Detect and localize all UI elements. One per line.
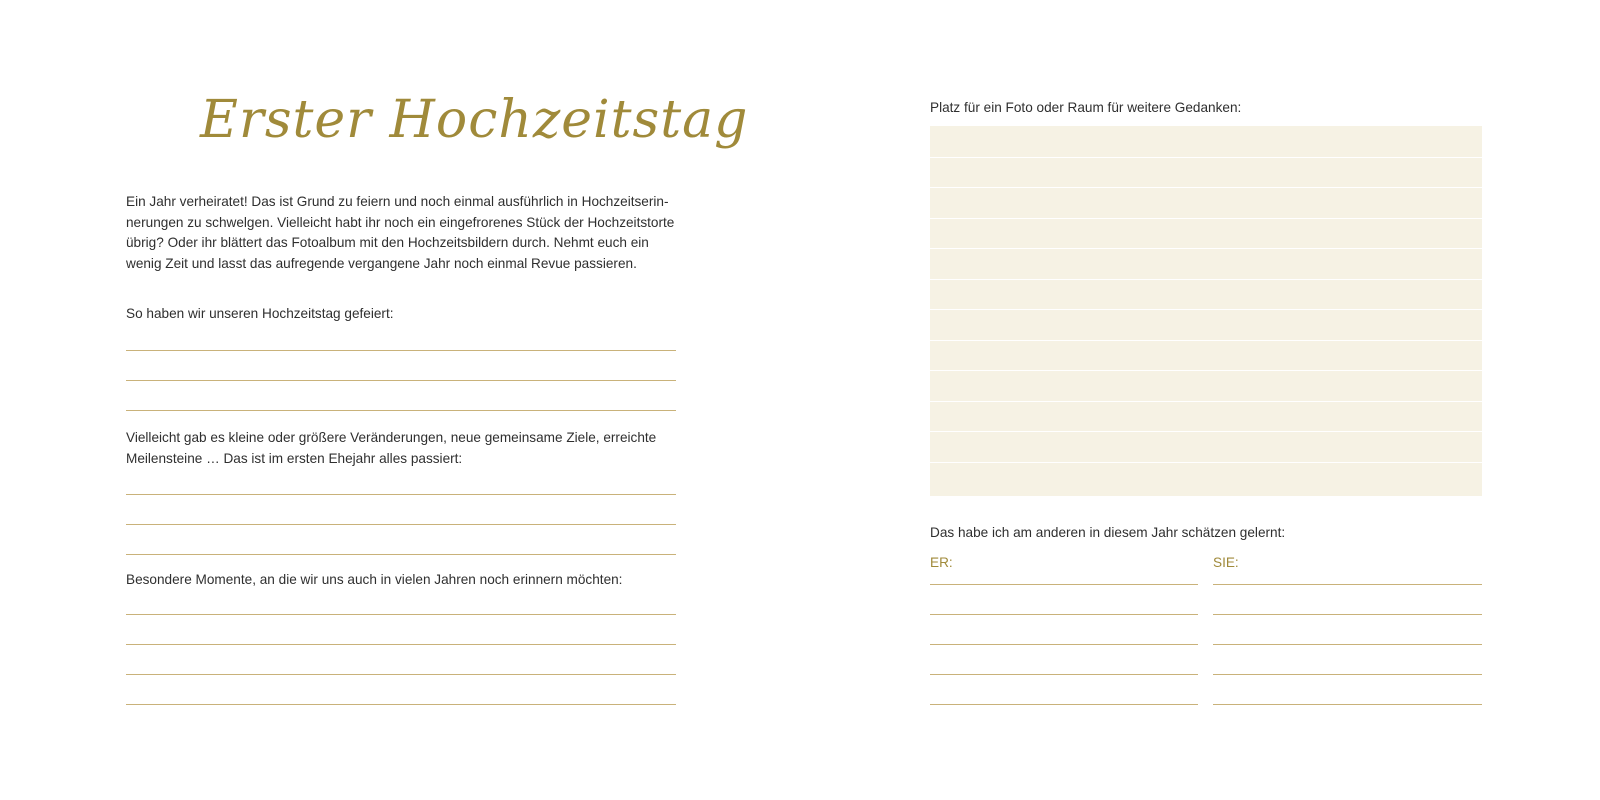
prompt-text: Vielleicht gab es kleine oder größere Veränderungen, neue gemeinsame Ziele, erreichte xyxy=(126,430,657,445)
sie-writing-line[interactable] xyxy=(1213,704,1482,705)
writing-line[interactable] xyxy=(126,674,676,675)
prompt-celebration xyxy=(126,304,686,325)
photo-box-line xyxy=(930,248,1482,249)
prompt-text: So haben wir unseren Hochzeitstag gefeiert: xyxy=(126,306,394,321)
sie-writing-line[interactable] xyxy=(1213,674,1482,675)
er-writing-line[interactable] xyxy=(930,674,1198,675)
sie-writing-line[interactable] xyxy=(1213,584,1482,585)
page-title: Erster Hochzeitstag xyxy=(200,90,749,150)
er-writing-line[interactable] xyxy=(930,614,1198,615)
writing-line[interactable] xyxy=(126,614,676,615)
sie-writing-line[interactable] xyxy=(1213,614,1482,615)
sie-label: SIE: xyxy=(1213,555,1239,570)
photo-label: Platz für ein Foto oder Raum für weitere Gedanken: xyxy=(930,100,1242,115)
photo-box-line xyxy=(930,431,1482,432)
er-writing-line[interactable] xyxy=(930,704,1198,705)
writing-line[interactable] xyxy=(126,410,676,411)
writing-line[interactable] xyxy=(126,554,676,555)
intro-line: wenig Zeit und lasst das aufregende vergangene Jahr noch einmal Revue passieren. xyxy=(126,255,637,271)
er-label: ER: xyxy=(930,555,953,570)
appreciate-label: Das habe ich am anderen in diesem Jahr schätzen gelernt: xyxy=(930,525,1286,540)
writing-line[interactable] xyxy=(126,494,676,495)
photo-box-line xyxy=(930,309,1482,310)
writing-line[interactable] xyxy=(126,524,676,525)
writing-line[interactable] xyxy=(126,350,676,351)
er-writing-line[interactable] xyxy=(930,644,1198,645)
writing-line[interactable] xyxy=(126,704,676,705)
prompt-text: Meilensteine … Das ist im ersten Ehejahr alles passiert: xyxy=(126,450,463,466)
photo-box-line xyxy=(930,218,1482,219)
intro-line: Ein Jahr verheiratet! Das ist Grund zu feiern und noch einmal ausführlich in Hochzeitserin- xyxy=(126,194,669,209)
photo-box-line xyxy=(930,370,1482,371)
intro-line: übrig? Oder ihr blättert das Fotoalbum mit den Hochzeitsbildern durch. Nehmt euch ein xyxy=(126,235,649,250)
photo-placeholder-box[interactable] xyxy=(930,126,1482,496)
prompt-changes xyxy=(126,428,686,469)
sie-writing-line[interactable] xyxy=(1213,644,1482,645)
intro-paragraph xyxy=(126,192,686,274)
photo-box-line xyxy=(930,462,1482,463)
photo-box-line xyxy=(930,157,1482,158)
intro-line: nerungen zu schwelgen. Vielleicht habt ihr noch ein eingefrorenes Stück der Hochzeitstorte xyxy=(126,214,675,230)
photo-box-line xyxy=(930,187,1482,188)
photo-box-line xyxy=(930,401,1482,402)
prompt-moments xyxy=(126,570,686,591)
photo-box-line xyxy=(930,340,1482,341)
writing-line[interactable] xyxy=(126,380,676,381)
er-writing-line[interactable] xyxy=(930,584,1198,585)
writing-line[interactable] xyxy=(126,644,676,645)
prompt-text: Besondere Momente, an die wir uns auch in vielen Jahren noch erinnern möchten: xyxy=(126,572,623,587)
photo-box-line xyxy=(930,279,1482,280)
